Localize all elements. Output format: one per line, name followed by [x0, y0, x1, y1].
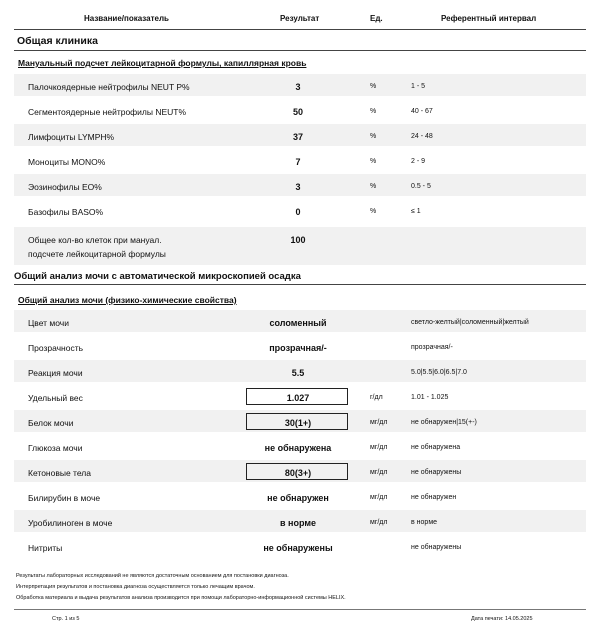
row-name: Реакция мочи: [28, 368, 83, 378]
row-value: 80(3+): [284, 468, 312, 478]
row-value: не обнаружена: [264, 443, 332, 453]
row-value: соломенный: [269, 318, 327, 328]
row-reference: 1 - 5: [411, 83, 426, 90]
header-divider: [14, 29, 586, 30]
row-value: 37: [292, 132, 303, 142]
print-date: Дата печати: 14.05.2025: [471, 616, 533, 622]
row-reference: не обнаружен: [411, 494, 457, 501]
row-reference: не обнаружены: [411, 544, 462, 551]
row-name: Моноциты MONO%: [28, 157, 106, 167]
row-reference: не обнаружен|15(+-): [411, 419, 477, 426]
row-name: Прозрачность: [28, 343, 84, 353]
row-reference: не обнаружена: [411, 444, 461, 451]
manual-count-title: Мануальный подсчет лейкоцитарной формулы, капиллярная кровь: [18, 58, 307, 68]
row-value: 3: [295, 82, 301, 92]
header-reference: Референтный интервал: [441, 14, 537, 23]
section-urine-title: Общий анализ мочи с автоматической микроскопией осадка: [14, 271, 301, 282]
row-name: Эозинофилы EO%: [28, 182, 102, 192]
row-unit: мг/дл: [370, 469, 388, 476]
row-unit: %: [370, 208, 377, 215]
footer-divider: [14, 609, 586, 610]
footer-disclaimer-2: Интерпретация результатов и постановка диагноза осуществляется только лечащим врачом.: [16, 584, 255, 590]
row-name: Удельный вес: [28, 393, 83, 403]
row-reference: 2 - 9: [411, 158, 426, 165]
section-general-title: Общая клиника: [17, 35, 98, 47]
row-unit: мг/дл: [370, 444, 388, 451]
section-urine-divider: [14, 284, 586, 285]
total-cells-label-line1: Общее кол-во клеток при мануал.: [28, 235, 162, 245]
row-name: Цвет мочи: [28, 318, 69, 328]
row-value: не обнаружены: [263, 543, 333, 553]
row-unit: мг/дл: [370, 494, 388, 501]
row-unit: мг/дл: [370, 519, 388, 526]
row-value: не обнаружен: [267, 493, 329, 503]
row-name: Лимфоциты LYMPH%: [28, 132, 115, 142]
urine-physchem-title: Общий анализ мочи (физико-химические свойства): [18, 295, 237, 305]
row-name: Кетоновые тела: [28, 468, 91, 478]
row-unit: %: [370, 83, 377, 90]
row-name: Глюкоза мочи: [28, 443, 83, 453]
header-unit: Ед.: [370, 14, 383, 23]
header-name: Название/показатель: [84, 14, 169, 23]
row-name: Базофилы BASO%: [28, 207, 104, 217]
row-reference: 24 - 48: [411, 133, 433, 140]
row-name: Белок мочи: [28, 418, 74, 428]
row-value: 7: [295, 157, 301, 167]
row-value: 5.5: [291, 368, 305, 378]
row-name: Билирубин в моче: [28, 493, 101, 503]
row-reference: ≤ 1: [411, 208, 421, 215]
row-unit: %: [370, 133, 377, 140]
row-value: 0: [295, 207, 301, 217]
total-cells-value: 100: [290, 235, 306, 245]
row-reference: в норме: [411, 519, 438, 526]
page-number: Стр. 1 из 5: [52, 616, 80, 622]
row-unit: %: [370, 108, 377, 115]
total-cells-label-line2: подсчете лейкоцитарной формулы: [28, 249, 166, 259]
footer-disclaimer-1: Результаты лабораторных исследований не являются достаточным основанием для постановки диагноза.: [16, 573, 289, 579]
row-value: прозрачная/-: [269, 343, 327, 353]
header-result: Результат: [280, 14, 320, 23]
row-value: 50: [292, 107, 303, 117]
row-value: 30(1+): [284, 418, 312, 428]
section-general-divider: [14, 50, 586, 51]
row-value: 1.027: [286, 393, 310, 403]
row-unit: %: [370, 158, 377, 165]
row-unit: %: [370, 183, 377, 190]
footer-disclaimer-3: Обработка материала и выдача результатов анализа производится при помощи лабораторно-информационной системы HELIX.: [16, 595, 346, 601]
row-reference: 0.5 - 5: [411, 183, 431, 190]
row-reference: прозрачная/-: [411, 344, 453, 351]
row-name: Нитриты: [28, 543, 63, 553]
row-value: 3: [295, 182, 301, 192]
row-value: в норме: [279, 518, 316, 528]
row-reference: 5.0|5.5|6.0|6.5|7.0: [411, 369, 467, 376]
row-unit: г/дл: [370, 394, 383, 401]
row-unit: мг/дл: [370, 419, 388, 426]
row-reference: не обнаружены: [411, 469, 462, 476]
table-row-shade: [14, 227, 586, 265]
row-reference: светло-желтый|соломенный|желтый: [411, 319, 529, 326]
row-name: Уробилиноген в моче: [28, 518, 113, 528]
row-name: Сегментоядерные нейтрофилы NEUT%: [28, 107, 187, 117]
row-reference: 40 - 67: [411, 108, 433, 115]
row-reference: 1.01 - 1.025: [411, 394, 449, 401]
row-name: Палочкоядерные нейтрофилы NEUT P%: [28, 82, 190, 92]
